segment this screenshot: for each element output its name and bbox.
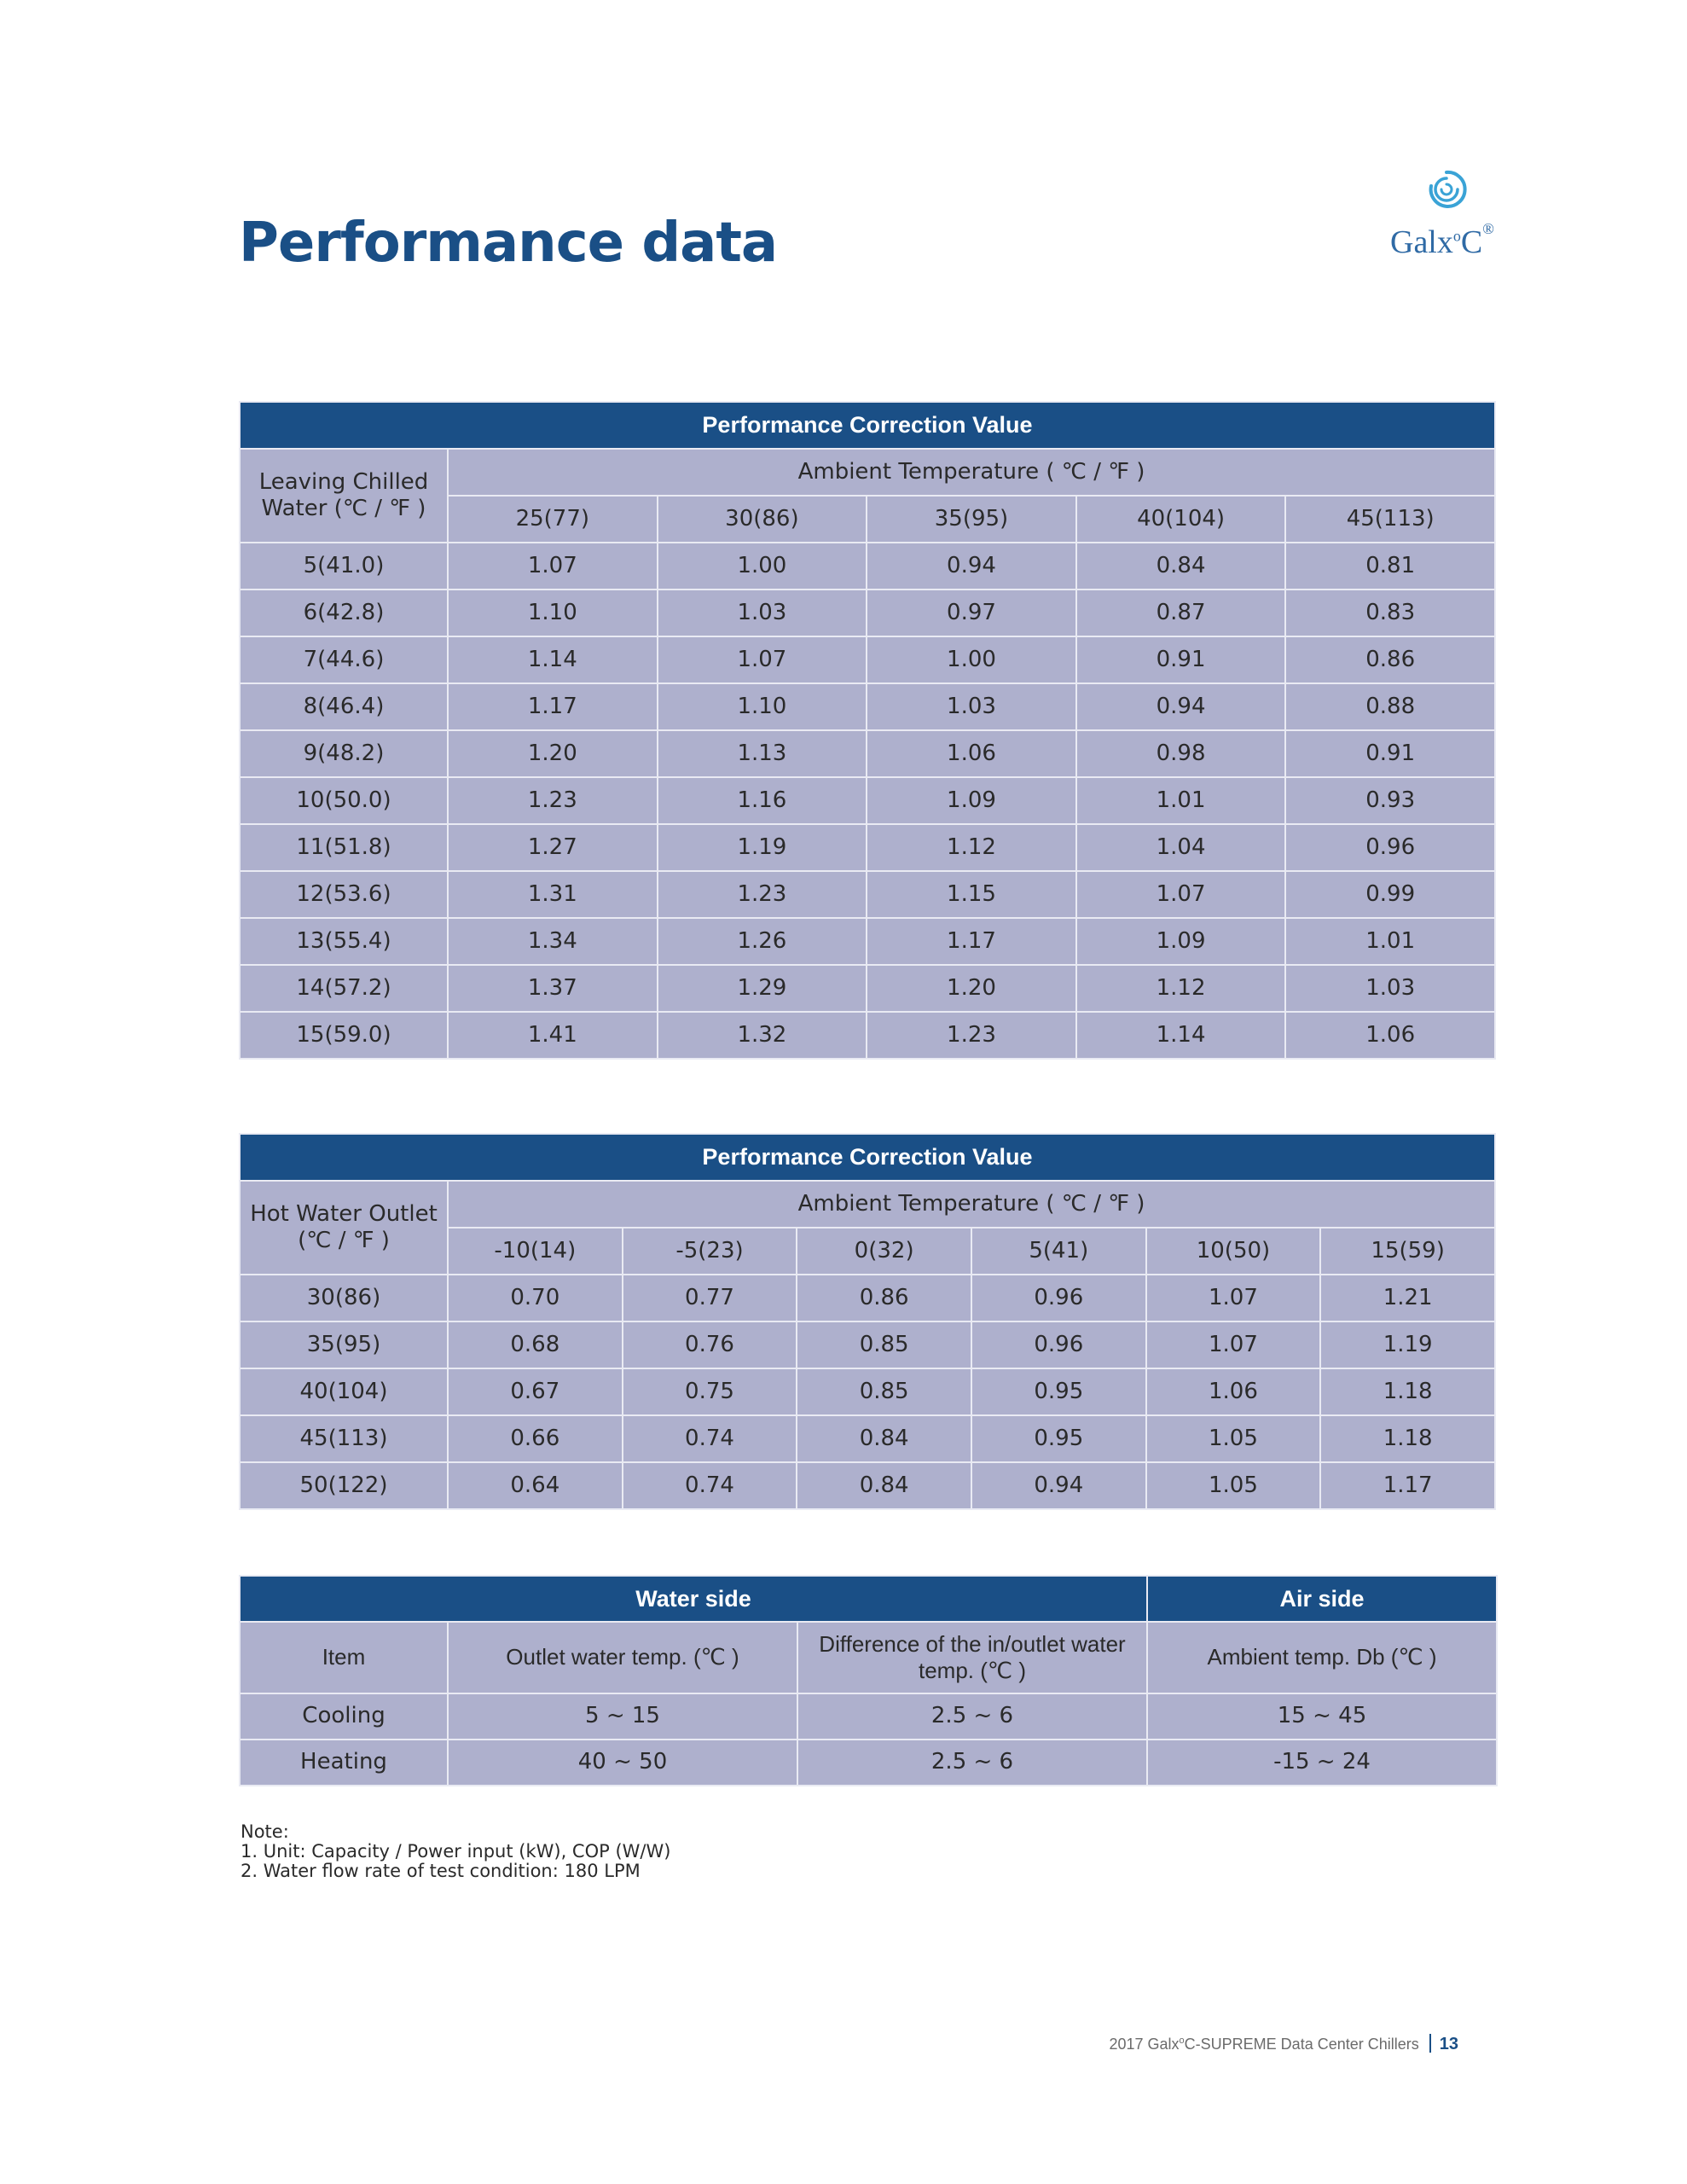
table-row bbox=[240, 1275, 1495, 1321]
row-label: 8(46.4) bbox=[240, 683, 448, 730]
column-header: 45(113) bbox=[1285, 496, 1495, 543]
table-cell: 1.06 bbox=[867, 730, 1076, 777]
table-cell: 0.76 bbox=[623, 1321, 797, 1368]
table-cell: 0.96 bbox=[971, 1321, 1146, 1368]
table-cell: 1.14 bbox=[448, 636, 658, 683]
table-cell: 0.91 bbox=[1285, 730, 1495, 777]
ambient-temperature-header: Ambient Temperature ( ℃ / ℉ ) bbox=[448, 449, 1495, 496]
table-cell: 1.00 bbox=[658, 543, 867, 590]
row-label: 9(48.2) bbox=[240, 730, 448, 777]
table-cell: 5 ~ 15 bbox=[448, 1693, 797, 1740]
table-row bbox=[240, 730, 1495, 777]
table-cell: 0.87 bbox=[1076, 590, 1286, 636]
table-cell: 1.27 bbox=[448, 824, 658, 871]
table-cell: 1.19 bbox=[1320, 1321, 1495, 1368]
row-label: 7(44.6) bbox=[240, 636, 448, 683]
table-cell: 1.09 bbox=[867, 777, 1076, 824]
table-cell: 1.01 bbox=[1076, 777, 1286, 824]
table-cell: 1.21 bbox=[1320, 1275, 1495, 1321]
group-header-row bbox=[240, 449, 1495, 496]
water-side-header: Water side bbox=[240, 1576, 1147, 1622]
table-caption: Performance Correction Value bbox=[240, 1134, 1495, 1181]
table-row bbox=[240, 543, 1495, 590]
table-cell: 2.5 ~ 6 bbox=[797, 1740, 1147, 1786]
table-cell: 1.29 bbox=[658, 965, 867, 1012]
row-label: 35(95) bbox=[240, 1321, 448, 1368]
table1-body bbox=[240, 402, 1495, 1059]
footer-divider bbox=[1429, 2034, 1431, 2053]
table-row bbox=[240, 777, 1495, 824]
table-row bbox=[240, 1462, 1495, 1509]
table-cell: 1.13 bbox=[658, 730, 867, 777]
table-cell: 15 ~ 45 bbox=[1147, 1693, 1497, 1740]
table-cell: 1.06 bbox=[1146, 1368, 1321, 1415]
row-label: 45(113) bbox=[240, 1415, 448, 1462]
table-row bbox=[240, 683, 1495, 730]
ambient-temperature-header: Ambient Temperature ( ℃ / ℉ ) bbox=[448, 1181, 1495, 1228]
table-cell: 0.74 bbox=[623, 1462, 797, 1509]
table-cell: 1.18 bbox=[1320, 1415, 1495, 1462]
table-row bbox=[240, 1415, 1495, 1462]
column-header: Ambient temp. Db (℃ ) bbox=[1147, 1622, 1497, 1693]
column-header: 30(86) bbox=[658, 496, 867, 543]
column-header: 0(32) bbox=[797, 1228, 971, 1275]
table-cell: 1.03 bbox=[867, 683, 1076, 730]
table-cell: 0.97 bbox=[867, 590, 1076, 636]
notes-heading: Note: bbox=[241, 1821, 289, 1842]
table-cell: 1.23 bbox=[867, 1012, 1076, 1059]
notes bbox=[241, 1822, 670, 1881]
table-cell: 0.96 bbox=[1285, 824, 1495, 871]
column-header: Difference of the in/outlet water temp. (℃ ) bbox=[797, 1622, 1147, 1693]
table-cell: 1.41 bbox=[448, 1012, 658, 1059]
table-cell: 1.01 bbox=[1285, 918, 1495, 965]
table-cell: 1.17 bbox=[867, 918, 1076, 965]
table-cell: 1.03 bbox=[658, 590, 867, 636]
column-header: 25(77) bbox=[448, 496, 658, 543]
table-cell: 1.23 bbox=[448, 777, 658, 824]
caption-row bbox=[240, 1134, 1495, 1181]
side-header-row bbox=[240, 1576, 1497, 1622]
table-cell: 2.5 ~ 6 bbox=[797, 1693, 1147, 1740]
table-cell: 0.94 bbox=[867, 543, 1076, 590]
table-cell: 0.68 bbox=[448, 1321, 623, 1368]
group-header-row bbox=[240, 1181, 1495, 1228]
table-cell: 1.07 bbox=[1146, 1275, 1321, 1321]
table-cell: 40 ~ 50 bbox=[448, 1740, 797, 1786]
table-cell: 0.84 bbox=[1076, 543, 1286, 590]
table-cell: 0.86 bbox=[797, 1275, 971, 1321]
row-label: 11(51.8) bbox=[240, 824, 448, 871]
column-header: Outlet water temp. (℃ ) bbox=[448, 1622, 797, 1693]
table-cell: 0.67 bbox=[448, 1368, 623, 1415]
table-cell: 1.23 bbox=[658, 871, 867, 918]
row-label: 50(122) bbox=[240, 1462, 448, 1509]
table-cell: 0.88 bbox=[1285, 683, 1495, 730]
table3-body bbox=[240, 1576, 1497, 1786]
table-cell: 1.12 bbox=[867, 824, 1076, 871]
table-cell: 1.10 bbox=[448, 590, 658, 636]
table-cell: 0.86 bbox=[1285, 636, 1495, 683]
table-cell: 0.84 bbox=[797, 1415, 971, 1462]
row-label: 15(59.0) bbox=[240, 1012, 448, 1059]
table-cell: 1.10 bbox=[658, 683, 867, 730]
table-cell: -15 ~ 24 bbox=[1147, 1740, 1497, 1786]
table-cell: 1.12 bbox=[1076, 965, 1286, 1012]
row-label: 13(55.4) bbox=[240, 918, 448, 965]
table-cell: 0.95 bbox=[971, 1368, 1146, 1415]
row-label: Cooling bbox=[240, 1693, 448, 1740]
table-cell: 1.15 bbox=[867, 871, 1076, 918]
column-header: 10(50) bbox=[1146, 1228, 1321, 1275]
table-cell: 1.31 bbox=[448, 871, 658, 918]
table-row bbox=[240, 636, 1495, 683]
table-caption: Performance Correction Value bbox=[240, 402, 1495, 449]
row-label: 14(57.2) bbox=[240, 965, 448, 1012]
row-label: 6(42.8) bbox=[240, 590, 448, 636]
table-cell: 1.17 bbox=[1320, 1462, 1495, 1509]
table-cell: 0.85 bbox=[797, 1368, 971, 1415]
table-cell: 0.64 bbox=[448, 1462, 623, 1509]
table-cell: 1.20 bbox=[867, 965, 1076, 1012]
table-cell: 1.05 bbox=[1146, 1415, 1321, 1462]
hot-water-outlet-row-header: Hot Water Outlet (℃ / ℉ ) bbox=[240, 1181, 448, 1275]
table-cell: 0.94 bbox=[1076, 683, 1286, 730]
table-cell: 0.84 bbox=[797, 1462, 971, 1509]
brand-wordmark: Galx$^o$C® bbox=[1390, 220, 1494, 260]
leaving-chilled-water-correction-table bbox=[239, 401, 1496, 1060]
table-cell: 1.03 bbox=[1285, 965, 1495, 1012]
table-cell: 1.18 bbox=[1320, 1368, 1495, 1415]
row-label: 30(86) bbox=[240, 1275, 448, 1321]
table-cell: 1.17 bbox=[448, 683, 658, 730]
table-cell: 0.94 bbox=[971, 1462, 1146, 1509]
table-row bbox=[240, 965, 1495, 1012]
table-cell: 1.14 bbox=[1076, 1012, 1286, 1059]
table-cell: 1.04 bbox=[1076, 824, 1286, 871]
table-cell: 0.83 bbox=[1285, 590, 1495, 636]
table-cell: 1.09 bbox=[1076, 918, 1286, 965]
table-cell: 0.81 bbox=[1285, 543, 1495, 590]
column-header: 15(59) bbox=[1320, 1228, 1495, 1275]
table-cell: 1.07 bbox=[658, 636, 867, 683]
row-label: 10(50.0) bbox=[240, 777, 448, 824]
table-cell: 0.85 bbox=[797, 1321, 971, 1368]
table-cell: 1.32 bbox=[658, 1012, 867, 1059]
table-cell: 0.66 bbox=[448, 1415, 623, 1462]
air-side-header: Air side bbox=[1147, 1576, 1497, 1622]
table-cell: 0.70 bbox=[448, 1275, 623, 1321]
row-label: 40(104) bbox=[240, 1368, 448, 1415]
table-cell: 1.07 bbox=[448, 543, 658, 590]
table-cell: 1.34 bbox=[448, 918, 658, 965]
table-cell: 0.95 bbox=[971, 1415, 1146, 1462]
operating-range-table bbox=[239, 1575, 1498, 1786]
brand-logo bbox=[1390, 167, 1501, 261]
table-cell: 0.99 bbox=[1285, 871, 1495, 918]
table-cell: 1.07 bbox=[1146, 1321, 1321, 1368]
table-cell: 1.26 bbox=[658, 918, 867, 965]
column-header: Item bbox=[240, 1622, 448, 1693]
table-row bbox=[240, 1321, 1495, 1368]
table-row bbox=[240, 871, 1495, 918]
table-row bbox=[240, 590, 1495, 636]
note-item: 2. Water flow rate of test condition: 180 LPM bbox=[241, 1861, 641, 1881]
page-title: Performance data bbox=[239, 212, 778, 275]
page-number: 13 bbox=[1439, 2035, 1458, 2053]
row-label: 12(53.6) bbox=[240, 871, 448, 918]
table-row bbox=[240, 1693, 1497, 1740]
table-row bbox=[240, 918, 1495, 965]
column-header: 5(41) bbox=[971, 1228, 1146, 1275]
table-cell: 1.20 bbox=[448, 730, 658, 777]
table-cell: 1.06 bbox=[1285, 1012, 1495, 1059]
table-row bbox=[240, 1368, 1495, 1415]
page-footer: 2017 Galx$^o$C-SUPREME Data Center Chillers 13 bbox=[1109, 2035, 1458, 2053]
table-cell: 0.96 bbox=[971, 1275, 1146, 1321]
caption-row bbox=[240, 402, 1495, 449]
column-header: -10(14) bbox=[448, 1228, 623, 1275]
column-header: -5(23) bbox=[623, 1228, 797, 1275]
table-cell: 1.07 bbox=[1076, 871, 1286, 918]
table-row bbox=[240, 824, 1495, 871]
row-label: 5(41.0) bbox=[240, 543, 448, 590]
note-item: 1. Unit: Capacity / Power input (kW), COP (W/W) bbox=[241, 1841, 671, 1862]
table-cell: 0.77 bbox=[623, 1275, 797, 1321]
table-cell: 1.37 bbox=[448, 965, 658, 1012]
table-row bbox=[240, 1740, 1497, 1786]
table-cell: 0.74 bbox=[623, 1415, 797, 1462]
table-row bbox=[240, 1012, 1495, 1059]
hot-water-outlet-correction-table bbox=[239, 1133, 1496, 1510]
table-cell: 0.93 bbox=[1285, 777, 1495, 824]
table-cell: 1.16 bbox=[658, 777, 867, 824]
row-label: Heating bbox=[240, 1740, 448, 1786]
table2-body bbox=[240, 1134, 1495, 1509]
table-cell: 1.19 bbox=[658, 824, 867, 871]
column-header: 35(95) bbox=[867, 496, 1076, 543]
table-cell: 1.05 bbox=[1146, 1462, 1321, 1509]
table-cell: 0.98 bbox=[1076, 730, 1286, 777]
column-header: 40(104) bbox=[1076, 496, 1286, 543]
column-header-row bbox=[240, 1622, 1497, 1693]
table-cell: 1.00 bbox=[867, 636, 1076, 683]
leaving-chilled-water-row-header: Leaving Chilled Water (℃ / ℉ ) bbox=[240, 449, 448, 543]
swirl-logo-icon bbox=[1424, 167, 1469, 215]
table-cell: 0.75 bbox=[623, 1368, 797, 1415]
table-cell: 0.91 bbox=[1076, 636, 1286, 683]
